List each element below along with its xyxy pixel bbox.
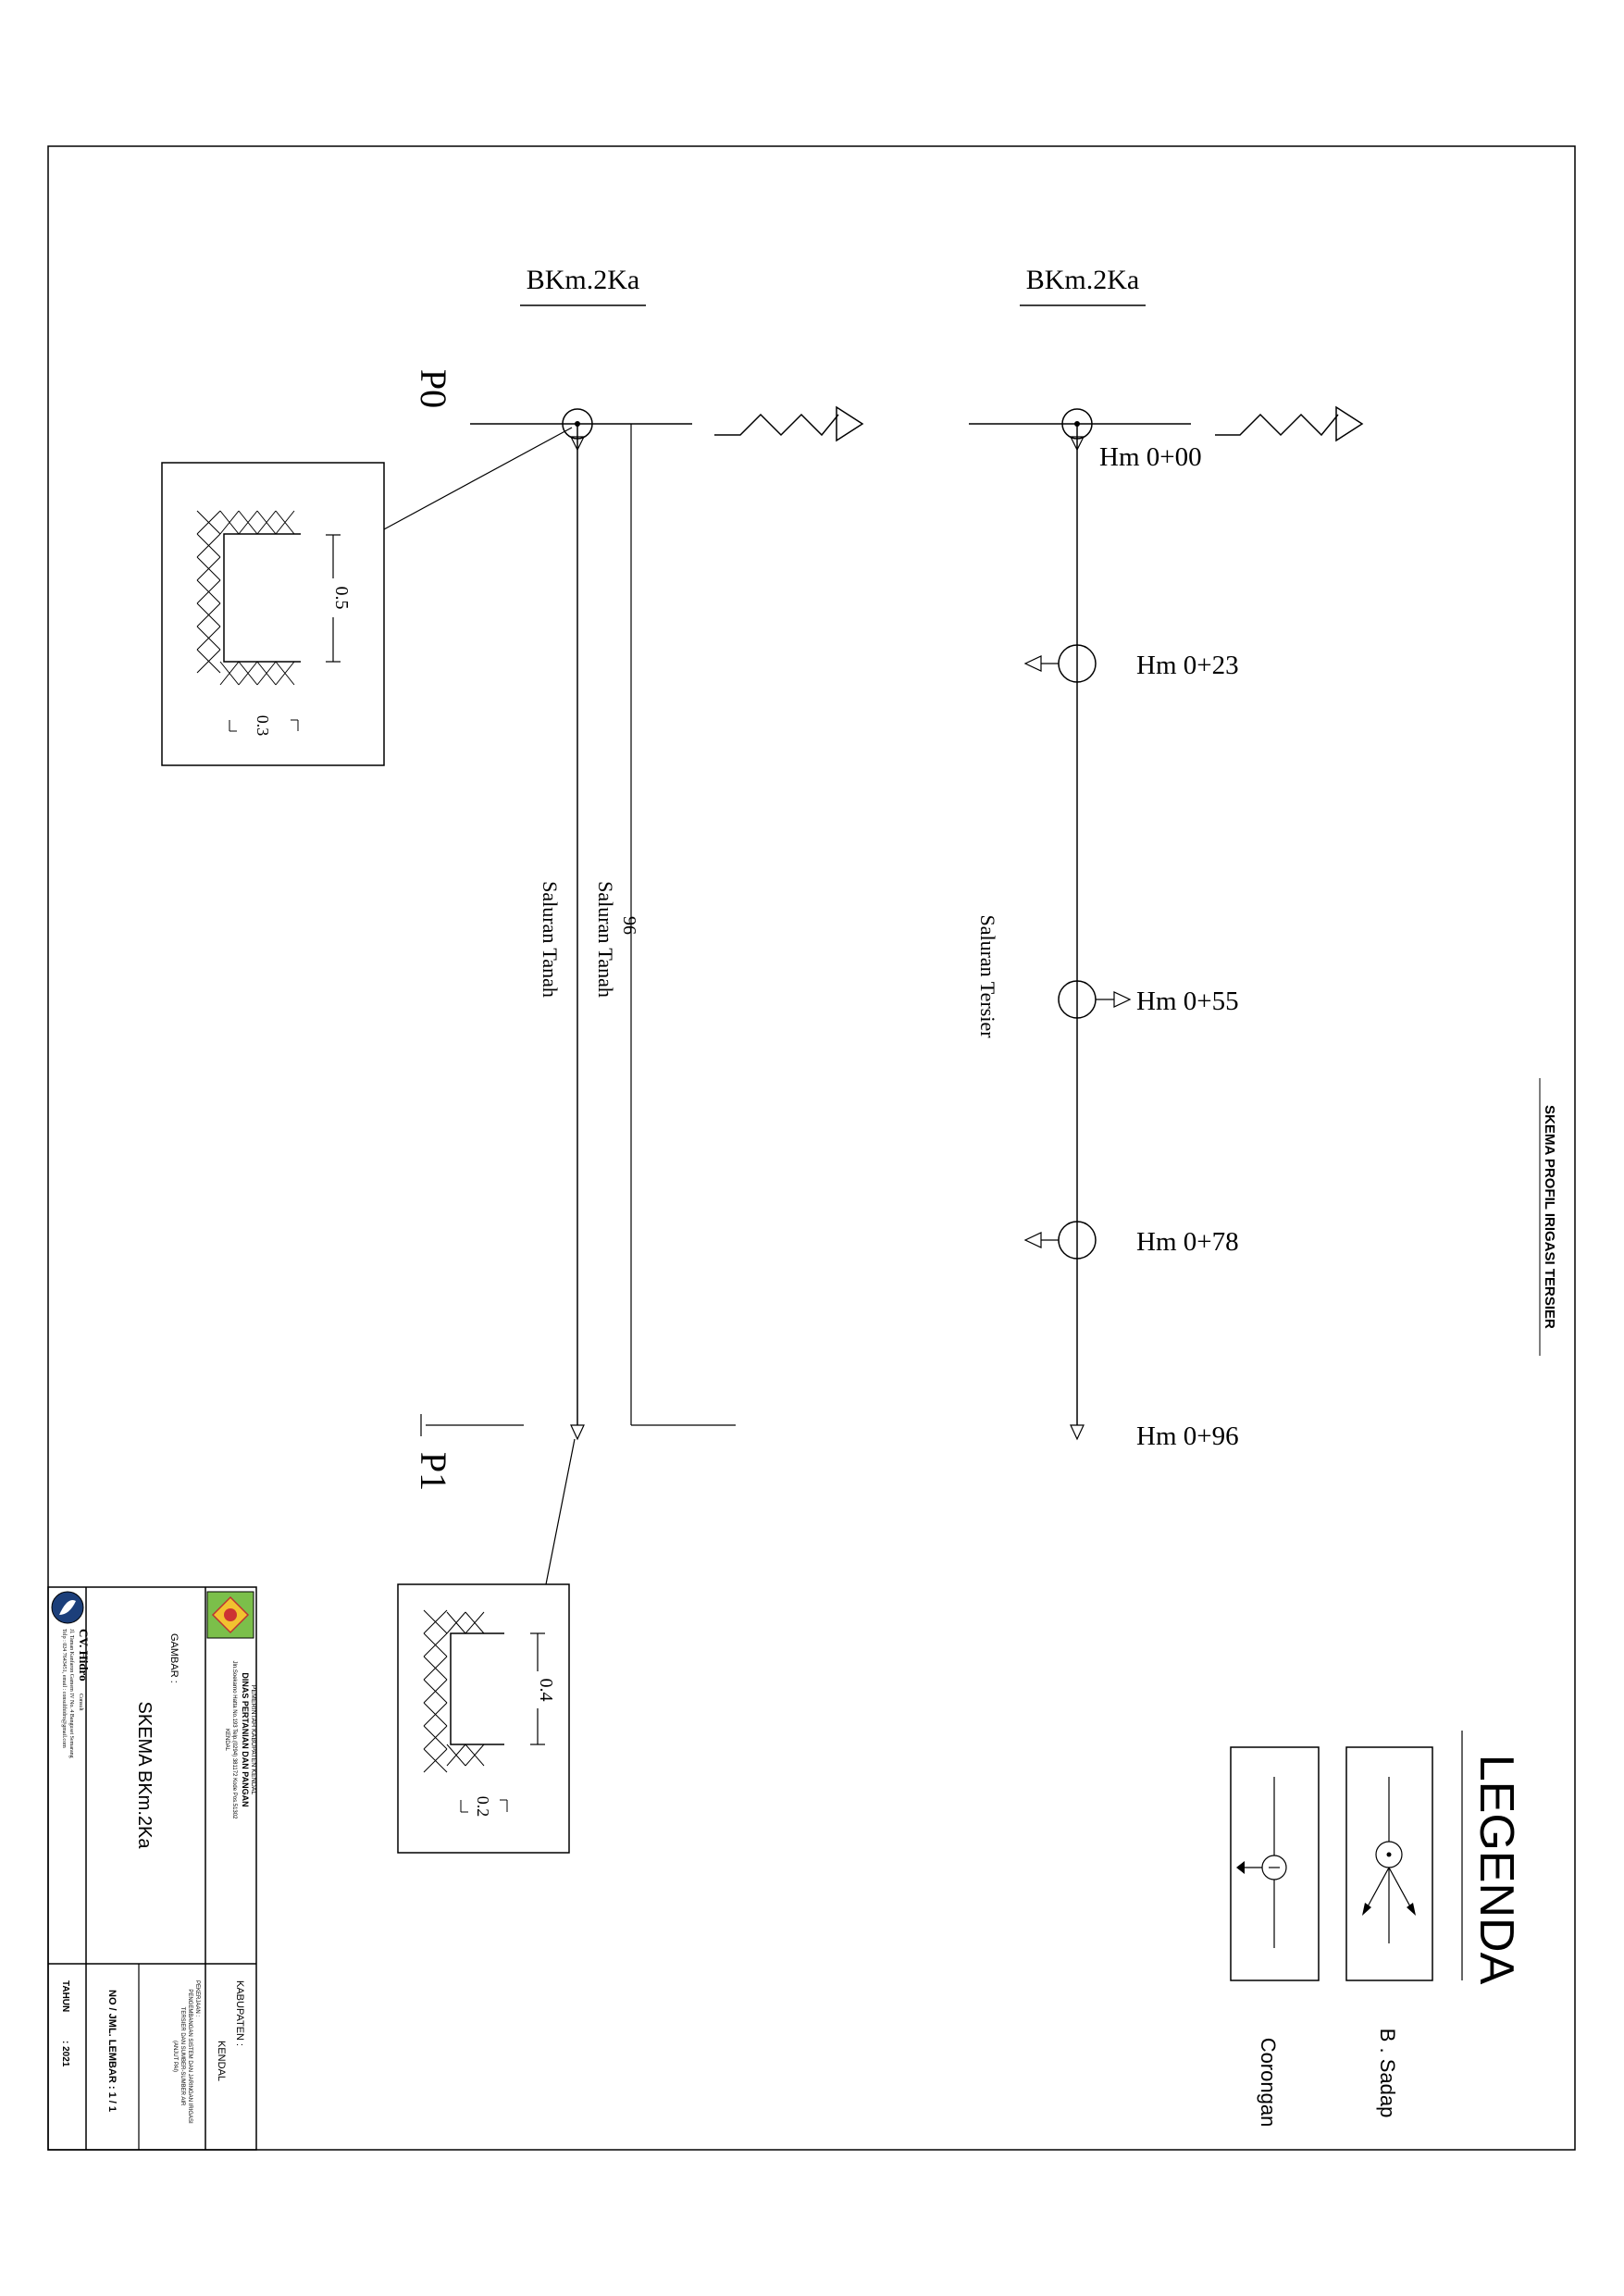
gov-line2: DINAS PERTANIAN DAN PANGAN	[241, 1672, 250, 1807]
pekerjaan-line1: PENGEMBANGAN SISTEM DAN JARINGAN IRIGASI	[187, 1989, 192, 2124]
gov-line1: PEMERINTAH KABUPATEN KENDAL	[250, 1684, 256, 1795]
point-p1	[413, 1452, 454, 1491]
pekerjaan-line2: TERSIER DAN SUMBER-SUMBER AIR	[180, 2006, 185, 2106]
gambar-label: GAMBAR :	[168, 1633, 180, 1683]
gambar-value: SKEMA BKm.2Ka	[134, 1701, 155, 1849]
kabupaten-label: KABUPATEN :	[234, 1980, 245, 2047]
legend-title: LEGENDA	[1469, 1754, 1523, 1985]
legend	[1231, 1731, 1523, 2127]
no-lembar: NO / JML. LEMBAR : 1 / 1	[106, 1990, 118, 2113]
main-title: SKEMA PROFIL IRIGASI TERSIER	[1542, 1105, 1557, 1329]
cross-section-top	[162, 463, 384, 765]
main-title-group	[1540, 1078, 1557, 1356]
title-block	[48, 1587, 256, 2150]
pekerjaan-line3: (ANJUT PAI)	[172, 2040, 178, 2073]
section-top-depth: 0.3	[254, 714, 272, 737]
svg-text:P0: P0	[413, 368, 454, 409]
section-bottom-depth: 0.2	[474, 1795, 492, 1818]
station-label: Hm 0+23	[1136, 651, 1239, 680]
station-label: Hm 0+00	[1099, 442, 1202, 472]
flow-arrow-icon	[837, 407, 862, 441]
right-scheme-header: BKm.2Ka	[1025, 265, 1140, 295]
cross-section-bottom	[398, 1584, 569, 1853]
consultant-address: Jl. Taman Kanfaron Gamem IV No. 4 Banguset Semarang	[68, 1629, 74, 1758]
consultant-contact: Telp : 024 7643451, email : consulthidro@gmail.com	[61, 1629, 67, 1748]
tahun-value: : 2021	[60, 2041, 70, 2067]
gov-address: Jln.Soekarno Hatta No.193 Telp.(0294) 381172 Kode Pos.51302	[231, 1660, 237, 1819]
gov-city: KENDAL	[224, 1728, 229, 1752]
point-p0	[413, 369, 454, 408]
station-label: Hm 0+55	[1136, 987, 1239, 1016]
kabupaten-value: KENDAL	[216, 2041, 227, 2082]
station-label: Hm 0+78	[1136, 1227, 1239, 1257]
legend-label-corongan: Corongan	[1257, 2037, 1280, 2128]
section-bottom-width: 0.4	[536, 1678, 556, 1702]
channel-label-right: Saluran Tersier	[976, 914, 999, 1038]
channel-label-left-a: Saluran Tanah	[539, 881, 562, 998]
kabupaten-emblem-icon	[207, 1592, 254, 1638]
consultant-sub: Consult	[78, 1694, 83, 1711]
svg-text:P1: P1	[413, 1451, 454, 1492]
channel-label-left-b: Saluran Tanah	[594, 881, 617, 998]
flow-arrow-icon	[1336, 407, 1362, 441]
tahun-label: TAHUN	[60, 1980, 70, 2013]
left-scheme-header: BKm.2Ka	[526, 265, 640, 295]
consultant-name: CV. Hidro	[77, 1629, 91, 1682]
length-label: 96	[619, 916, 639, 935]
station-label: Hm 0+96	[1136, 1421, 1239, 1451]
section-top-width: 0.5	[331, 586, 352, 610]
pekerjaan-label: PEKERJAAN :	[194, 1980, 200, 2017]
consultant-logo-icon	[52, 1592, 83, 1623]
legend-label-b-sadap: B . Sadap	[1376, 2028, 1399, 2118]
